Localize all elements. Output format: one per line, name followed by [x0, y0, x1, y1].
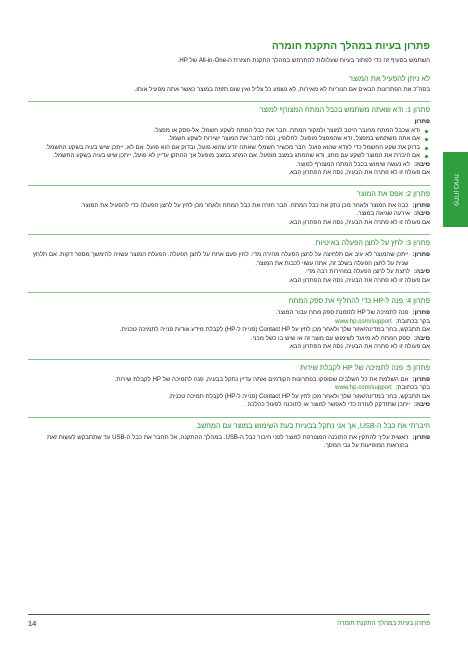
- usb-issue-body: [28, 434, 430, 451]
- next-solution-text: אם פעולה זו לא פתרה את הבעיה, נסה את הפתרון הבא.: [288, 218, 430, 226]
- visit-label: בקר בכתובת:: [395, 384, 430, 391]
- solution-1: [28, 101, 430, 178]
- cause-label: סיבה:: [413, 334, 430, 342]
- solution-text: פנה לתמיכה של HP להזמנת ספק מתח עבור המוצר.: [275, 309, 409, 316]
- main-content: [28, 40, 430, 458]
- list-item: אם אתה משתמש במפצל, ודא שהמפצל מופעל. לחלופין, נסה לחבר את המוצר ישירות לשקע חשמל.: [28, 135, 420, 144]
- visit-row: [28, 384, 430, 393]
- cause-label: סיבה:: [413, 210, 430, 217]
- page-number: 14: [28, 619, 37, 628]
- solution-1-heading: פתרון 1: ודא שאתה משתמש בכבל המתח המצורף למוצר: [259, 105, 430, 114]
- intro-text: השתמש בסעיף זה כדי לפתור בעיות שעלולות להתרחש במהלך התקנת חומרת ה-All-in-One של HP.: [177, 57, 430, 64]
- cause-label: סיבה:: [413, 268, 430, 275]
- list-item: אם חיברת את המוצר לשקע עם מתג, ודא שהמתג במצב מופעל. אם המתג במצב מופעל אך ההתקן עדיין לא פועל, ייתכן שיש בעיה בשקע החשמל.: [28, 152, 420, 161]
- page-title: פתרון בעיות במהלך התקנת חומרה: [271, 41, 430, 52]
- solution-1-list: [28, 127, 430, 161]
- no-power-heading: לא ניתן להפעיל את המוצר: [349, 73, 430, 83]
- solution-3: [28, 234, 430, 285]
- no-power-text: בסה"כ את הפתרונות הבאים אם הנוריות לא מאירות, לא נשמע כל צליל ואין שום תזוזה במוצר כאשר אתה מפעיל אותו.: [134, 85, 430, 93]
- next-solution-text: אם פעולה זו לא פתרה את הבעיה, נסה את הפתרון הבא.: [288, 169, 430, 176]
- visit-label: בקר בכתובת:: [395, 317, 430, 325]
- solution-4-heading: פתרון 4: פנה ל-HP כדי להחליף את ספק המתח: [288, 296, 430, 305]
- cause-text: אירעה שגיאה במוצר.: [356, 210, 410, 217]
- next-solution-text: אם פעולה זו לא פתרה את הבעיה, נסה את הפתרון הבא.: [288, 343, 430, 350]
- side-tab: [443, 152, 468, 227]
- solution-label: פתרון:: [412, 433, 430, 441]
- solution-3-body: [28, 251, 430, 268]
- cause-text: ייתכן שתזדקק לעזרה כדי לאפשר למוצר או לתוכנה לפעול כהלכה.: [245, 401, 410, 408]
- usb-issue-heading: חיברתי את כבל ה-USB, אך אני נתקל בבעיות בעת השימוש במוצר עם המחשב: [196, 420, 430, 430]
- side-tab-label: פתרון בעיות: [452, 173, 459, 206]
- contact-instructions: אם תתבקש, בחר במדינה/אזור שלך ולאחר מכן לחץ על Contact HP (פנייה ל-HP) לקבלת תמיכה טכנית.: [168, 392, 430, 400]
- solution-label: פתרון:: [412, 251, 430, 258]
- solution-label: פתרון:: [412, 375, 430, 383]
- solution-2: [28, 185, 430, 228]
- cause-label: סיבה:: [413, 401, 430, 408]
- solution-text: ייתכן שהמוצר לא יגיב אם תלחיצה על לחצן הפעלה מהירה מדי. לחץ פעם אחת על לחצן הפעלה. הפעלת המוצר עשויה להימשך מספר דקות. אם תלחץ שנית על לחצן הפעלה בשלב זה, אתה עשוי לכבות את המוצר.: [32, 251, 409, 267]
- contact-instructions: אם תתבקש, בחר במדינה/אזור שלך ולאחר מכן לחץ על Contact HP (פנייה ל-HP) לקבלת מידע אודות פנייה לתמיכה טכנית.: [119, 326, 430, 333]
- solution-1-label: פתרון: [414, 118, 430, 125]
- solution-5: [28, 359, 430, 410]
- solution-text: אם השלמת את כל השלבים שסופקו בפתרונות הקודמים ואתה עדיין נתקל בבעיה, פנה לתמיכה של HP לקבלת שירות.: [114, 375, 409, 383]
- solution-4: [28, 292, 430, 352]
- list-item: בדוק את שקע החשמל כדי לוודא שהוא פועל. חבר מכשיר חשמלי שאתה יודע שהוא פועל, ובדוק אם הוא פועל. אם לא, ייתכן שיש בעיה בשקע החשמל.: [28, 144, 420, 153]
- support-link[interactable]: www.hp.com/support: [335, 317, 392, 325]
- solution-2-heading: פתרון 2: אפס את המוצר: [356, 188, 430, 198]
- solution-label: פתרון:: [412, 309, 430, 316]
- solution-1-cause: [28, 161, 430, 170]
- footer: [28, 614, 430, 628]
- cause-text: לחצת על לחצן הפעלה במהירות רבה מדי.: [304, 268, 410, 275]
- solution-text: כבה את המוצר ולאחר מכן נתק את כבל המתח. חבר חזרה את כבל המתח ולאחר מכן לחץ על לחצן הפעלה כדי להפעיל את המוצר.: [80, 201, 409, 209]
- solution-5-heading: פתרון 5: פנה לתמיכה של HP לקבלת שירות: [300, 362, 430, 372]
- solution-3-cause: [28, 268, 430, 277]
- cause-text: ספק המתח לא מיועד לשימוש עם מוצר זה או שיש בו כשל מכני.: [250, 334, 410, 342]
- solution-4-body: [28, 309, 430, 318]
- solution-text: ראשית עליך להתקין את התוכנה המצורפת למוצר לפני חיבור כבל ה-USB. במהלך ההתקנה, אל תחבר את כבל ה-USB עד שתתבקש לעשות זאת בהוראות המופיעות על גבי המסך.: [46, 433, 409, 449]
- visit-row: [28, 318, 430, 327]
- list-item: ודא שכבל המתח מחובר היטב למוצר ולמקור המתח. חבר את כבל המתח לשקע חשמל, אל-פסק או מפצל.: [28, 127, 420, 136]
- usb-issue: [28, 417, 430, 451]
- cause-text: לא נעשה שימוש בכבל המתח המצורף למוצר.: [295, 160, 410, 168]
- solution-5-body: [28, 376, 430, 385]
- support-link[interactable]: www.hp.com/support: [335, 384, 392, 391]
- solution-4-cause: [28, 335, 430, 344]
- solution-2-body: [28, 202, 430, 211]
- footer-title: פתרון בעיות במהלך התקנת חומרה: [337, 620, 430, 627]
- solution-3-heading: פתרון 3: לחץ על לחצן הפעלה באיטיות: [315, 238, 430, 247]
- next-solution-text: אם פעולה זו לא פתרה את הבעיה, נסה את הפתרון הבא.: [288, 276, 430, 284]
- solution-5-cause: [28, 401, 430, 410]
- solution-label: פתרון:: [412, 201, 430, 209]
- solution-2-cause: [28, 210, 430, 219]
- cause-label: סיבה:: [413, 160, 430, 168]
